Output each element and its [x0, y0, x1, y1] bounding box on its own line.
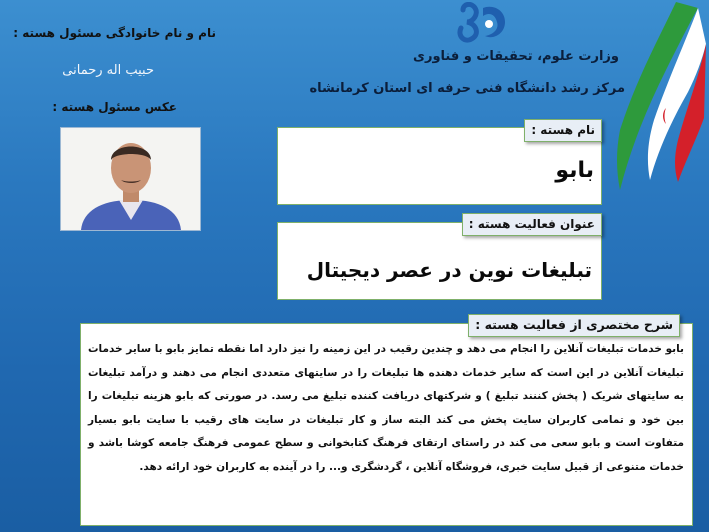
core-name-value: بابو [555, 158, 594, 183]
description-text: بابو خدمات تبلیغات آنلاین را انجام می دهد و چندین رقیب در این زمینه را نیز دارد اما نقطه تمایز بابو با سایر خدمات تبلیغات آنلاین در این است که سایر خدمات دهنده ها تبلیغات را در سایتهای متعددی انجام می دهند و درآمد تبلیغات به سایتهای شریک ( پخش کننند تبلیغ ) و شرکتهای دریافت کننده تبلیغ می رسد. در صورتی که بابو هزینه تبلیغات را بین خود و تمامی کاربران سایت پخش می کند البته ساز و کار تبلیغات در سایت های رقیب با سایت بابو بسیار متفاوت است و بابو سعی می کند در راستای ارتقای فرهنگ کتابخوانی و سطح عمومی فرهنگ جامعه کوشا باشد و خدمات متنوعی از قبیل سایت خبری، فروشگاه آنلاین ، گردشگری و... را در آینده به کاربران خود ارائه دهد. [88, 343, 684, 473]
iran-flag-ribbon-icon [606, 0, 709, 200]
core-name-label: نام هسته : [524, 119, 602, 142]
center-title: مرکز رشد دانشگاه فنی حرفه ای استان کرمانشاه [309, 81, 625, 96]
founder-name-value: حبیب اله رحمانی [62, 63, 154, 78]
founder-name-label: نام و نام خانوادگی مسئول هسته : [13, 26, 216, 40]
ministry-logo-icon [455, 2, 515, 46]
description-label: شرح مختصری از فعالیت هسته : [468, 314, 680, 337]
activity-value: تبلیغات نوین در عصر دیجیتال [306, 258, 592, 282]
activity-label: عنوان فعالیت هسته : [462, 213, 602, 236]
founder-photo-label: عکس مسئول هسته : [52, 100, 177, 114]
ministry-title: وزارت علوم، تحقیقات و فناوری [413, 49, 619, 64]
founder-photo [60, 127, 201, 231]
